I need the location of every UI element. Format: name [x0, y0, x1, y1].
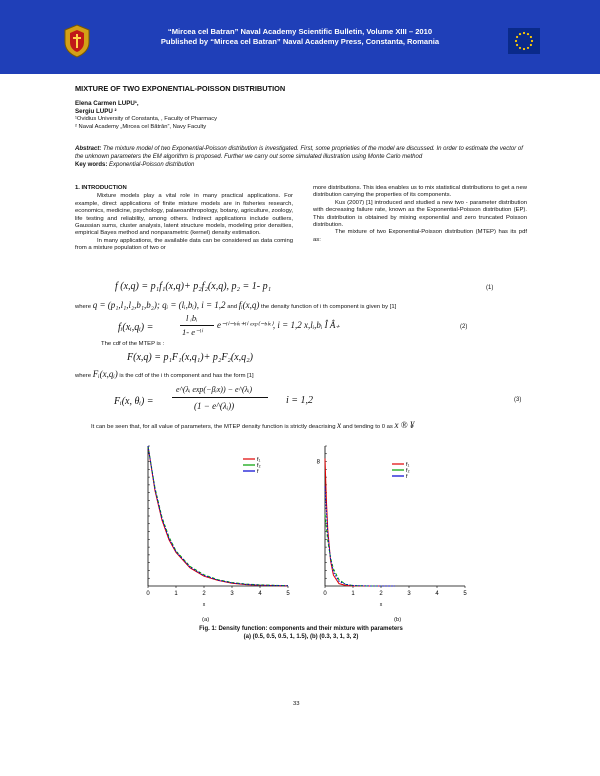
abstract-text: The mixture model of two Exponential-Poisson distribution is investigated. First, some proprieties of the model are discussed. In order to estimate the vector of the unknown parameters the EM algorithm is proposed. Further we carry out some simulated illustration using Monte Carlo method — [75, 146, 523, 160]
equation-2-denominator: 1- e⁻ˡⁱ — [182, 327, 203, 337]
x-tick-label: 3 — [407, 591, 411, 597]
x-tick-label: 4 — [258, 591, 262, 597]
equation-cdf: F(x,q) = p₁F₁(x,q₁)+ p₂F₂(x,q₂) — [127, 352, 253, 363]
figure-caption-params: (a) (0.5, 0.5, 0.5, 1, 1.5), (b) (0.3, 3, 1, 3, 2) — [243, 634, 359, 640]
and-word: and — [227, 304, 238, 310]
x-tick-label: 4 — [435, 591, 439, 597]
statement-text: and tending to 0 as — [342, 424, 393, 430]
header-line-1: “Mircea cel Batran” Naval Academy Scientific Bulletin, Volume XIII – 2010 — [167, 27, 433, 36]
equation-number-1: (1) — [486, 285, 494, 291]
abstract-label: Abstract: — [75, 146, 102, 152]
series-line-2 — [148, 446, 288, 586]
limit-expression: x ® ¥ — [394, 420, 415, 430]
series-line-1 — [325, 458, 381, 586]
legend-label: f — [406, 474, 408, 480]
where-description: the density function of i th component is given by [1] — [261, 304, 397, 310]
x-tick-label: 2 — [379, 591, 383, 597]
author-1: Elena Carmen LUPU¹, — [75, 100, 139, 107]
series-line-3 — [148, 446, 288, 586]
series-line-1 — [148, 446, 288, 586]
where-word: where — [75, 373, 92, 379]
paragraph: more distributions. This idea enables us to mix statistical distributions to get a new distribution carrying the properties of its components. — [313, 185, 527, 199]
affiliation-1: ¹Ovidius University of Constanta, , Faculty of Pharmacy — [75, 116, 218, 122]
legend-label: f₂ — [406, 468, 410, 474]
page-number: 33 — [293, 701, 300, 707]
subfigure-label-a: (a) — [202, 617, 210, 623]
legend-label: f₁ — [406, 462, 410, 468]
figure-1 — [110, 436, 510, 626]
right-column — [313, 185, 527, 244]
component-cdf-symbol: Fᵢ(x,qᵢ) — [92, 369, 118, 379]
legend-label: f₂ — [257, 463, 261, 469]
x-tick-label: 3 — [230, 591, 234, 597]
variable-x: x — [337, 420, 342, 430]
equation-3-numerator: e^(λᵢ exp(−βᵢx)) − e^(λᵢ) — [176, 385, 252, 394]
chart-b — [317, 446, 468, 608]
x-tick-label: 1 — [174, 591, 178, 597]
where-word: where — [75, 304, 92, 310]
equation-number-3: (3) — [514, 397, 522, 403]
statement-text: It can be seen that, for all value of parameters, the MTEP density function is strictly deacrising — [91, 424, 336, 430]
subfigure-label-b: (b) — [394, 617, 402, 623]
figure-caption: Fig. 1: Density function: components and their mixture with parameters — [199, 626, 403, 632]
equation-2-numerator: l ᵢbᵢ — [186, 313, 198, 323]
legend-label: f — [257, 469, 259, 475]
paragraph: Mixture models play a vital role in many practical applications. For example, direct applications of finite mixture models are in fisheries research, economics, medicine, psychology, palaeoanthropology, botany, agriculture, zoology, life testing and reliability, among others. Indirect applications include outliers, Gaussian sums, cluster analysis, latent structure models, modeling prior densities, empirical Bayes method and nonparametric (kernel) density estimation. — [75, 193, 293, 237]
decreasing-statement — [91, 420, 414, 430]
x-tick-label: 0 — [323, 591, 327, 597]
abstract — [75, 145, 527, 169]
paragraph: The mixture of two Exponential-Poisson distribution (MTEP) has its pdf as: — [313, 229, 527, 243]
keywords-label: Key words: — [75, 162, 108, 168]
x-tick-label: 1 — [351, 591, 355, 597]
x-axis-label: x — [202, 602, 206, 608]
equation-number-2: (2) — [460, 324, 468, 330]
section-heading-introduction: 1. INTRODUCTION — [75, 185, 127, 191]
paragraph: Kus (2007) [1] introduced and studied a new two - parameter distribution with decreasing failure rate, known as the Exponential-Poisson distribution (EP). This distribution is obtained by mixing exponential and zero truncated Poisson distribution. — [313, 199, 527, 229]
journal-header — [0, 0, 600, 74]
author-2: Sergiu LUPU ² — [75, 108, 117, 115]
chart-a — [146, 446, 290, 608]
where-line-1 — [75, 300, 396, 310]
fraction-bar — [180, 325, 214, 326]
x-tick-label: 0 — [146, 591, 150, 597]
left-column — [75, 185, 293, 253]
eu-flag-icon — [508, 28, 540, 54]
series-line-3 — [325, 486, 395, 586]
header-line-2: Published by “Mircea cel Batran” Naval Academy Press, Constanta, Romania — [160, 37, 440, 46]
x-axis-label: x — [379, 602, 383, 608]
parameter-vector: q = (p₁,l₁,l₂,b₁,b₂); qᵢ = (lᵢ,bᵢ), i = 1,2 — [92, 300, 226, 310]
where-line-2 — [75, 369, 254, 379]
paper-title: MIXTURE OF TWO EXPONENTIAL-POISSON DISTRIBUTION — [75, 84, 286, 93]
keywords-text: Exponential-Poisson distribution — [109, 162, 195, 168]
y-tick-label: 8 — [316, 459, 320, 466]
x-tick-label: 2 — [202, 591, 206, 597]
equation-2-left: fᵢ(xᵢ,qᵢ) = — [118, 322, 154, 333]
cdf-intro: The cdf of the MTEP is : — [101, 341, 165, 347]
equation-3-left: Fᵢ(x, θᵢ) = — [114, 396, 154, 407]
x-tick-label: 5 — [463, 591, 467, 597]
equation-3-index: i = 1,2 — [286, 395, 314, 406]
fraction-bar — [172, 397, 268, 398]
equation-3-denominator: (1 − e^(λᵢ)) — [194, 401, 235, 411]
where-description: is the cdf of the i th component and has the form [1] — [119, 373, 254, 379]
component-density-symbol: fᵢ(x,q) — [238, 300, 260, 310]
equation-2-right: e⁻ˡⁱ⁻ᵇⁱˣ⁺ˡⁱ ᵉˣᵖ⁽⁻ᵇⁱˣ⁾, i = 1,2 x,lᵢ,bᵢ Î Â₊ — [217, 320, 341, 330]
legend-label: f₁ — [257, 457, 261, 463]
x-tick-label: 5 — [286, 591, 290, 597]
paragraph: In many applications, the available data can be considered as data coming from a mixture population of two or — [75, 237, 293, 252]
equation-1: f (x,q) = p₁f₁(x,q)+ p₂f₂(x,q), p₂ = 1- p₁ — [115, 281, 272, 292]
affiliation-2: ² Naval Academy „Mircea cel Bãtrân”, Navy Faculty — [75, 124, 207, 130]
